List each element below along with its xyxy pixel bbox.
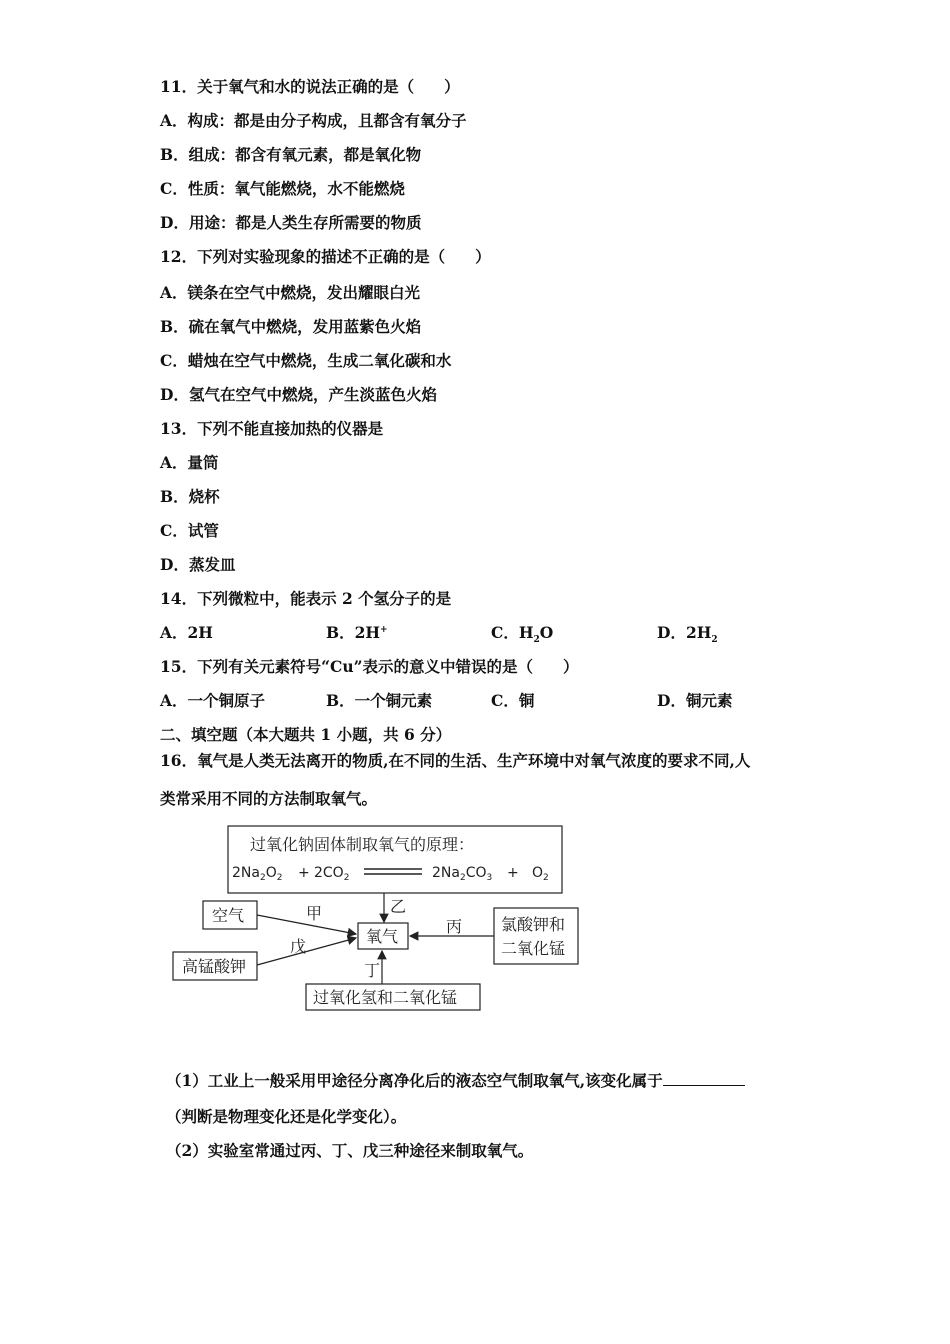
principle-title: 过氧化钠固体制取氧气的原理：: [250, 835, 475, 854]
answer-blank[interactable]: [663, 1071, 745, 1086]
label-jia: 甲: [306, 904, 323, 923]
svg-text:2CO2: $2CO_2$: [314, 865, 350, 883]
q15-option-a[interactable]: A．一个铜原子: [160, 691, 266, 710]
q15-stem: 15．下列有关元素符号“Cu”表示的意义中错误的是（ ）: [160, 657, 579, 676]
label-yi: 乙: [390, 897, 407, 916]
q12-option-b[interactable]: B．硫在氧气中燃烧，发用蓝紫色火焰: [160, 317, 422, 336]
kmno4-label: 高锰酸钾: [182, 957, 247, 976]
kclo3-label-line2: 二氧化锰: [501, 939, 566, 958]
svg-text:+: +: [298, 865, 310, 881]
q16-sub2: （2）实验室常通过丙、丁、戊三种途径来制取氧气。: [166, 1141, 534, 1160]
q15-option-d[interactable]: D．铜元素: [657, 691, 733, 710]
q14-option-d[interactable]: D．$2H_2$: [657, 623, 718, 646]
kclo3-label-line1: 氯酸钾和: [501, 915, 566, 934]
q15-option-b[interactable]: B．一个铜元素: [326, 691, 433, 710]
q13-option-c[interactable]: C．试管: [160, 521, 219, 540]
q13-stem: 13．下列不能直接加热的仪器是: [160, 419, 384, 438]
svg-text:+: +: [507, 865, 519, 881]
arrow-wu: [257, 938, 356, 965]
q12-option-a[interactable]: A．镁条在空气中燃烧，发出耀眼白光: [160, 283, 421, 302]
q14-option-c[interactable]: C．$H_2O$: [491, 623, 554, 646]
section-heading: 二、填空题（本大题共 1 小题，共 6 分）: [160, 725, 452, 744]
q11-option-c[interactable]: C．性质：氧气能燃烧，水不能燃烧: [160, 179, 405, 198]
q14-option-b[interactable]: B．2H+: [326, 623, 388, 642]
air-label: 空气: [212, 906, 245, 925]
svg-text:O2: $O_2$: [532, 865, 549, 883]
q13-option-d[interactable]: D．蒸发皿: [160, 555, 236, 574]
q16-sub1-line1: （1）工业上一般采用甲途径分离净化后的液态空气制取氧气,该变化属于: [166, 1071, 745, 1091]
q16-stem-line2: 类常采用不同的方法制取氧气。: [160, 789, 378, 808]
svg-text:2Na2CO3: $2Na_2CO_3$: [432, 865, 493, 883]
svg-text:2Na2O2: $2Na_2O_2$: [232, 865, 283, 883]
label-ding: 丁: [364, 961, 381, 980]
q14-stem: 14．下列微粒中，能表示 2 个氢分子的是: [160, 589, 452, 608]
q14-option-a[interactable]: A．2H: [160, 623, 213, 642]
label-bing: 丙: [446, 917, 463, 936]
h2o2-label: 过氧化氢和二氧化锰: [313, 988, 458, 1007]
q13-option-a[interactable]: A．量筒: [160, 453, 219, 472]
oxygen-label: 氧气: [366, 927, 399, 946]
q12-stem: 12．下列对实验现象的描述不正确的是（ ）: [160, 247, 491, 266]
q16-sub1-line2: （判断是物理变化还是化学变化）。: [166, 1107, 407, 1126]
q11-option-b[interactable]: B．组成：都含有氧元素，都是氧化物: [160, 145, 422, 164]
q16-stem-line1: 16．氧气是人类无法离开的物质,在不同的生活、生产环境中对氧气浓度的要求不同,人: [160, 751, 751, 770]
q13-option-b[interactable]: B．烧杯: [160, 487, 220, 506]
q12-option-c[interactable]: C．蜡烛在空气中燃烧，生成二氧化碳和水: [160, 351, 452, 370]
q11-stem: 11．关于氧气和水的说法正确的是（ ）: [160, 77, 460, 96]
label-wu: 戊: [290, 937, 307, 956]
q11-option-a[interactable]: A．构成：都是由分子构成，且都含有氧分子: [160, 111, 467, 130]
q15-option-c[interactable]: C．铜: [491, 691, 535, 710]
oxygen-preparation-diagram: [170, 822, 580, 1014]
q11-option-d[interactable]: D．用途：都是人类生存所需要的物质: [160, 213, 422, 232]
q12-option-d[interactable]: D．氢气在空气中燃烧，产生淡蓝色火焰: [160, 385, 437, 404]
